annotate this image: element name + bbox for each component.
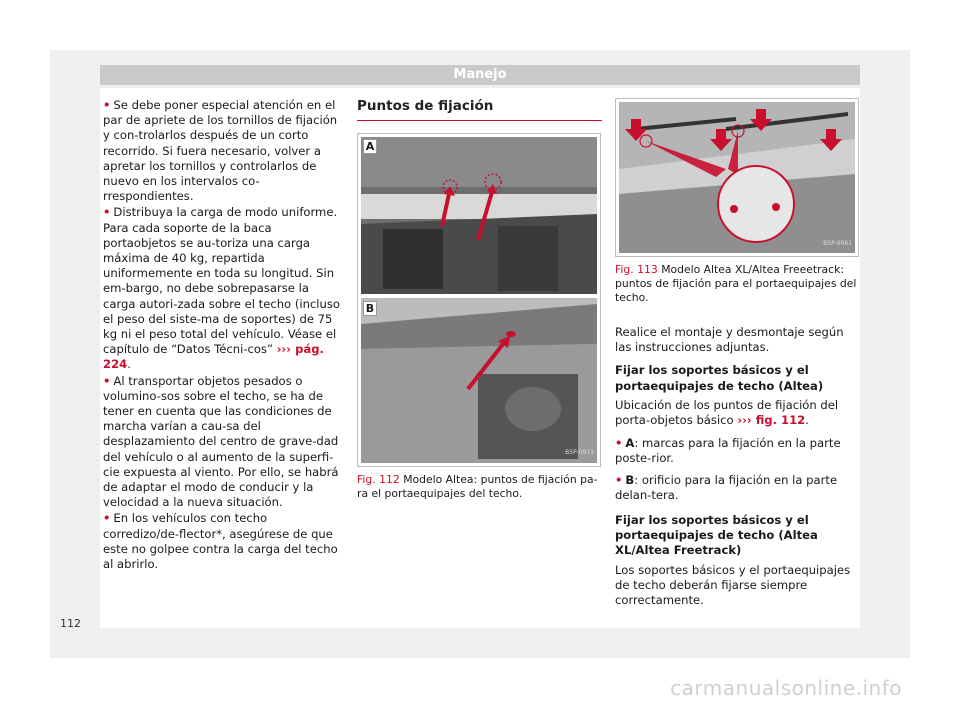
figure-code: B5P-0973 [565,449,594,456]
watermark: carmanualsonline.info [670,676,902,700]
figure-caption: Fig. 113 Modelo Altea XL/Altea Freeetrack: puntos de fijación para el portaequipajes del techo. [615,263,857,304]
subheading: Fijar los soportes básicos y el portaequipajes de techo (Altea XL/Altea Freetrack) [615,513,818,558]
bullet-dot-icon: • [103,98,111,112]
bullet-dot-icon: • [103,373,111,388]
bullet-dot-icon: • [615,436,623,451]
figure-reference-link[interactable]: ››› fig. 112 [737,413,806,428]
header-title: Manejo [453,67,507,82]
bullet-item: • B: orificio para la fijación en la parte delan-tera. [615,472,838,502]
page-content [100,88,860,628]
paragraph: Los soportes básicos y el portaequipajes de techo deberán fijarse siempre correctamente. [615,562,851,608]
right-column [615,98,860,616]
figure-label-a: A [363,139,377,154]
car-interior-illustration [358,134,600,466]
figure-label-b: B [363,301,377,316]
middle-column [357,98,602,501]
bullet-item: • Distribuya la carga de modo uniforme. Para cada soporte de la baca portaobjetos se au-toriza una carga máxima de 40 kg, repartida uniformemente en toda su longitud. Sin em-bargo, no debe sobrepasarse la carga autori-zada sobre el techo (incluso el peso del siste-ma de soportes) de 75 kg ni el peso total del vehículo. Véase el capítulo de “Datos Técni-cos” ››› pág. 224. [103,205,341,372]
subheading: Fijar los soportes básicos y el portaequipajes de techo (Altea) [615,363,824,393]
intro-paragraph: Realice el montaje y desmontaje según las instrucciones adjuntas. [615,325,844,355]
page-header [100,65,860,85]
bullet-item: • A: marcas para la fijación en la parte poste-rior. [615,436,841,466]
figure-number: Fig. 113 [615,263,658,276]
bullet-dot-icon: • [103,511,111,526]
page-number: 112 [60,617,81,630]
figure-112 [357,133,601,467]
detail-zoom-icon [718,166,794,242]
figure-number: Fig. 112 [357,473,400,487]
bullet-item: • Se debe poner especial atención en el par de apriete de los tornillos de fijación y con-trolarlos después de un corto recorrido. Si fuera necesario, volver a apretar los tornillos y controlarlos de nuevo en los intervalos co-rrespondientes. [103,98,338,204]
bullet-dot-icon: • [103,205,111,220]
figure-113 [615,98,859,257]
fixing-point-icon [506,331,516,337]
left-column [103,98,343,573]
bullet-dot-icon: • [615,472,623,487]
bullet-item: • En los vehículos con techo corredizo/de-flector*, asegúrese de que este no golpee contra la carga del techo al abrirlo. [103,511,338,572]
bullet-item: • Al transportar objetos pesados o volumino-sos sobre el techo, se ha de tener en cuenta que las condiciones de marcha varían a cau-sa del desplazamiento del centro de grave-dad del vehículo o al aumento de la superfi-cie expuesta al viento. Por ello, se habrá de adaptar el modo de conducir y la velocidad a la nueva situación. [103,373,339,510]
paragraph: Ubicación de los puntos de fijación del porta-objetos básico ››› fig. 112. [615,397,839,428]
figure-code: B5P-0961 [823,239,852,247]
section-title: Puntos de fijación [357,99,602,121]
page-reference-link[interactable]: ››› pág. 224 [103,342,324,372]
figure-caption: Fig. 112 Modelo Altea: puntos de fijación pa-ra el portaequipajes del techo. [357,473,598,501]
roof-rack-illustration [616,99,858,256]
